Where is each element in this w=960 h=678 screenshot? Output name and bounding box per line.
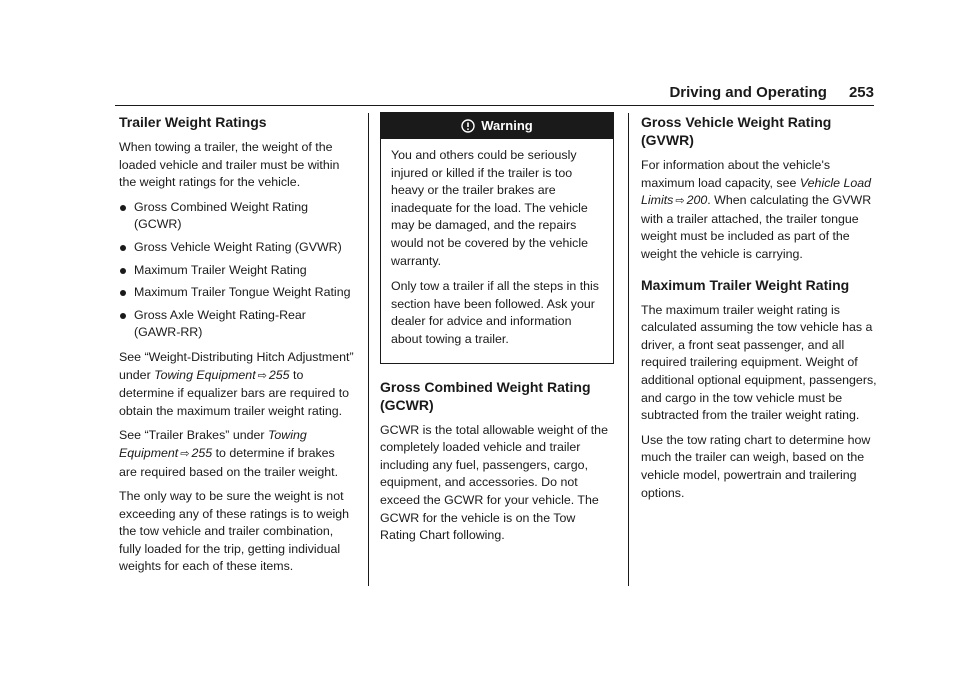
bullet-icon — [120, 245, 126, 251]
page-reference[interactable]: 255 — [268, 367, 290, 382]
bullet-icon — [120, 290, 126, 296]
warning-box — [380, 112, 614, 364]
vehicle-load-limits-link[interactable]: Vehicle Load Limits — [641, 175, 872, 208]
column-1 — [119, 113, 355, 583]
warning-title: Warning — [481, 118, 533, 134]
page-reference[interactable]: 200 — [686, 193, 708, 208]
gvwr-paragraph: For information about the vehicle's maximum load capacity, see Vehicle Load Limits ⇨ 200. When calculating the GVWR with a trailer attached, the trailer tongue weight must be included as part of the weight the vehicle is carrying. — [641, 158, 872, 261]
page-header — [0, 84, 874, 104]
gvwr-heading: Gross Vehicle Weight Rating (GVWR) — [641, 114, 832, 148]
column-3 — [641, 113, 877, 509]
column-divider-right — [628, 113, 629, 586]
list-item: Maximum Trailer Tongue Weight Rating — [119, 284, 355, 302]
ratings-list — [119, 199, 355, 342]
warning-paragraph: You and others could be seriously injured or killed if the trailer is too heavy or the trailer brakes are inadequate for the load. The vehicle may be damaged, and the repairs would not be covered by the vehicle warranty. — [391, 148, 588, 268]
section-title: Driving and Operating — [669, 84, 827, 101]
page-reference-icon: ⇨ — [257, 369, 267, 382]
list-item: Maximum Trailer Weight Rating — [119, 262, 355, 280]
towing-equipment-link[interactable]: Towing Equipment — [154, 367, 256, 382]
bullet-icon — [120, 313, 126, 319]
bullet-icon — [120, 268, 126, 274]
page-number: 253 — [848, 84, 874, 101]
list-item: Gross Combined Weight Rating (GCWR) — [119, 199, 355, 234]
page-reference-icon: ⇨ — [675, 195, 685, 208]
trailer-weight-ratings-heading: Trailer Weight Ratings — [119, 114, 267, 130]
list-item: Gross Axle Weight Rating-Rear (GAWR-RR) — [119, 307, 355, 342]
column-divider-left — [368, 113, 369, 586]
gcwr-paragraph: GCWR is the total allowable weight of the completely loaded vehicle and trailer including any fuel, passengers, cargo, equipment, and accessories. Do not exceed the GCWR for your vehicle. The GCWR for the vehicle is on the Tow Rating Chart following. — [380, 422, 608, 543]
list-item: Gross Vehicle Weight Rating (GVWR) — [119, 239, 355, 257]
intro-paragraph: When towing a trailer, the weight of the loaded vehicle and trailer must be within the weight ratings for the vehicle. — [119, 140, 340, 190]
header-rule — [115, 105, 874, 106]
column-2 — [380, 112, 614, 552]
warning-header — [381, 113, 613, 139]
page-reference[interactable]: 255 — [191, 445, 213, 460]
trailer-brakes-paragraph: See “Trailer Brakes” under Towing Equipment ⇨ 255 to determine if brakes are required based on the trailer weight. — [119, 428, 339, 479]
warning-body — [381, 139, 613, 363]
warning-paragraph: Only tow a trailer if all the steps in this section have been followed. Ask your dealer for advice and information about towing a trailer. — [391, 279, 599, 346]
tow-rating-chart-paragraph: Use the tow rating chart to determine how much the trailer can weigh, based on the vehicle model, powertrain and trailering options. — [641, 432, 871, 500]
max-trailer-weight-heading: Maximum Trailer Weight Rating — [641, 276, 850, 293]
bullet-icon — [120, 205, 126, 211]
hitch-adjustment-paragraph: See “Weight-Distributing Hitch Adjustment” under Towing Equipment ⇨ 255 to determine if equalizer bars are required to obtain the maximum trailer weight rating. — [119, 349, 354, 418]
gcwr-heading: Gross Combined Weight Rating (GCWR) — [380, 378, 591, 413]
towing-equipment-link[interactable]: Towing Equipment — [119, 428, 307, 460]
warning-icon — [461, 119, 475, 133]
max-trailer-weight-paragraph: The maximum trailer weight rating is calculated assuming the tow vehicle has a driver, a front seat passenger, and all required trailering equipment. Weight of additional optional equipment, passengers, and cargo in the tow vehicle must be subtracted from the trailer weight rating. — [641, 302, 877, 423]
weigh-paragraph: The only way to be sure the weight is not exceeding any of these ratings is to weigh the tow vehicle and trailer combination, fully loaded for the trip, getting individual weights for each of these items. — [119, 489, 350, 574]
page-reference-icon: ⇨ — [180, 447, 190, 460]
